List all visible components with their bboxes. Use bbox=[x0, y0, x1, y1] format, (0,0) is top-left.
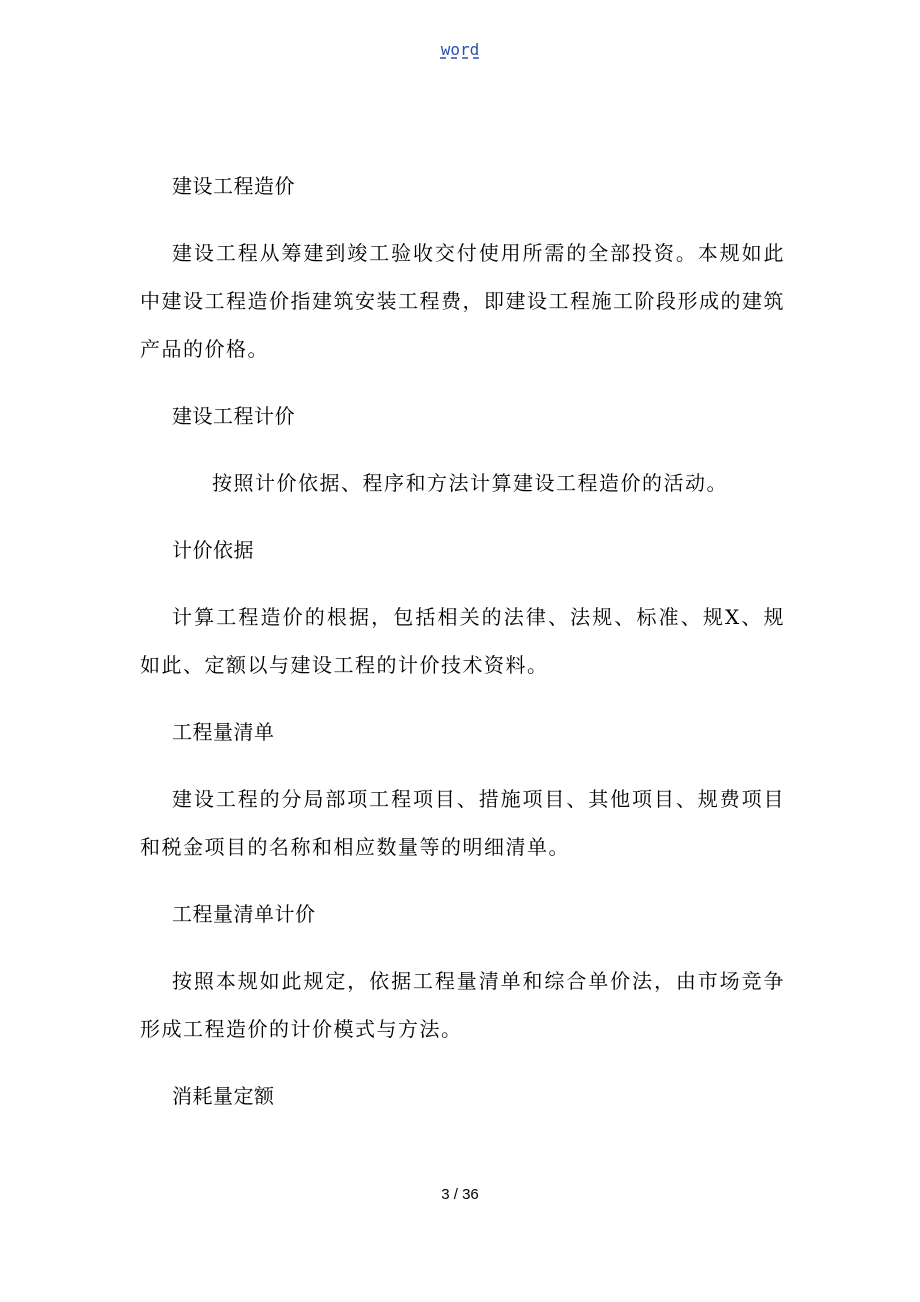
term-heading: 消耗量定额 bbox=[172, 1084, 275, 1108]
term-heading: 计价依据 bbox=[172, 538, 254, 562]
term-heading: 工程量清单计价 bbox=[172, 902, 316, 926]
term-definition: 按照计价依据、程序和方法计算建设工程造价的活动。 bbox=[212, 471, 728, 495]
term-heading: 建设工程造价 bbox=[172, 174, 295, 198]
page-number: 3 / 36 bbox=[441, 1186, 479, 1203]
term-definition: 建设工程的分局部项工程项目、措施项目、其他项目、规费项目和税金项目的名称和相应数量等的明细清单。 bbox=[140, 787, 785, 859]
term-heading: 建设工程计价 bbox=[172, 404, 295, 428]
header-word-link[interactable]: word bbox=[440, 40, 480, 59]
term-heading: 工程量清单 bbox=[172, 720, 275, 744]
term-definition: 建设工程从筹建到竣工验收交付使用所需的全部投资。本规如此中建设工程造价指建筑安装工程费，即建设工程施工阶段形成的建筑产品的价格。 bbox=[140, 241, 785, 361]
document-body bbox=[140, 170, 785, 1112]
term-definition: 按照本规如此规定，依据工程量清单和综合单价法，由市场竞争形成工程造价的计价模式与方法。 bbox=[140, 969, 785, 1041]
term-definition: 计算工程造价的根据，包括相关的法律、法规、标准、规X、规如此、定额以与建设工程的计价技术资料。 bbox=[140, 605, 785, 677]
